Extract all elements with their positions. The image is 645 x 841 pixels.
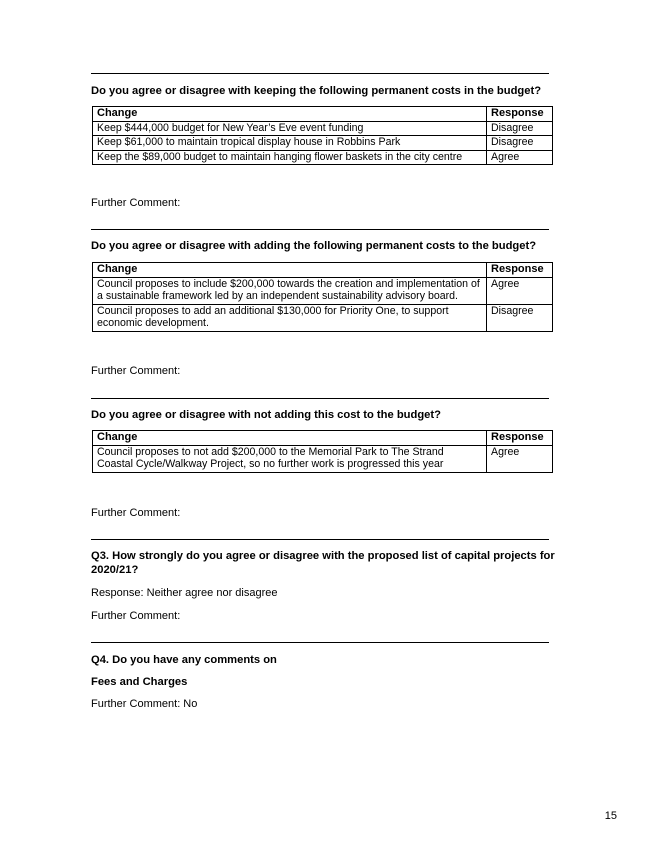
response-cell: Disagree (487, 304, 553, 331)
table-header-row (93, 263, 553, 278)
q3-response: Response: Neither agree nor disagree (91, 587, 278, 599)
section2-question: Do you agree or disagree with adding the following permanent costs to the budget? (91, 240, 537, 252)
response-cell: Agree (487, 277, 553, 304)
response-cell: Disagree (487, 121, 553, 136)
divider (91, 73, 549, 74)
table-row (93, 277, 553, 304)
section2-table (92, 262, 553, 332)
column-header-change: Change (93, 431, 487, 446)
column-header-response: Response (487, 107, 553, 122)
further-comment-label: Further Comment: (91, 197, 181, 209)
table-row (93, 304, 553, 331)
change-cell: Keep $61,000 to maintain tropical display house in Robbins Park (93, 136, 487, 151)
table-header-row (93, 107, 553, 122)
column-header-change: Change (93, 107, 487, 122)
divider (91, 539, 549, 540)
divider (91, 398, 549, 399)
table-row (93, 150, 553, 165)
change-cell: Council proposes to include $200,000 towards the creation and implementation of a sustainable framework led by an independent sustainability advisory board. (93, 277, 487, 304)
change-cell: Keep $444,000 budget for New Year’s Eve event funding (93, 121, 487, 136)
divider (91, 642, 549, 643)
q4-subheading: Fees and Charges (91, 676, 188, 688)
column-header-response: Response (487, 263, 553, 278)
table-row (93, 121, 553, 136)
change-cell: Keep the $89,000 budget to maintain hanging flower baskets in the city centre (93, 150, 487, 165)
table-row (93, 445, 553, 472)
section1-table (92, 106, 553, 165)
q4-question: Q4. Do you have any comments on (91, 654, 277, 666)
response-cell: Agree (487, 445, 553, 472)
response-cell: Agree (487, 150, 553, 165)
table-row (93, 136, 553, 151)
section3-table (92, 430, 553, 473)
response-cell: Disagree (487, 136, 553, 151)
change-cell: Council proposes to add an additional $130,000 for Priority One, to support economic development. (93, 304, 487, 331)
table-header-row (93, 431, 553, 446)
divider (91, 229, 549, 230)
change-cell: Council proposes to not add $200,000 to the Memorial Park to The Strand Coastal Cycle/Walkway Project, so no further work is progressed this year (93, 445, 487, 472)
q3-question: Q3. How strongly do you agree or disagree with the proposed list of capital projects for 2020/21? (91, 550, 555, 576)
column-header-response: Response (487, 431, 553, 446)
further-comment-label: Further Comment: (91, 365, 181, 377)
further-comment-label: Further Comment: (91, 610, 181, 622)
further-comment-label: Further Comment: (91, 507, 181, 519)
section3-question: Do you agree or disagree with not adding this cost to the budget? (91, 409, 441, 421)
column-header-change: Change (93, 263, 487, 278)
section1-question: Do you agree or disagree with keeping the following permanent costs in the budget? (91, 85, 542, 97)
further-comment-label: Further Comment: No (91, 698, 198, 710)
page-number: 15 (604, 810, 617, 822)
